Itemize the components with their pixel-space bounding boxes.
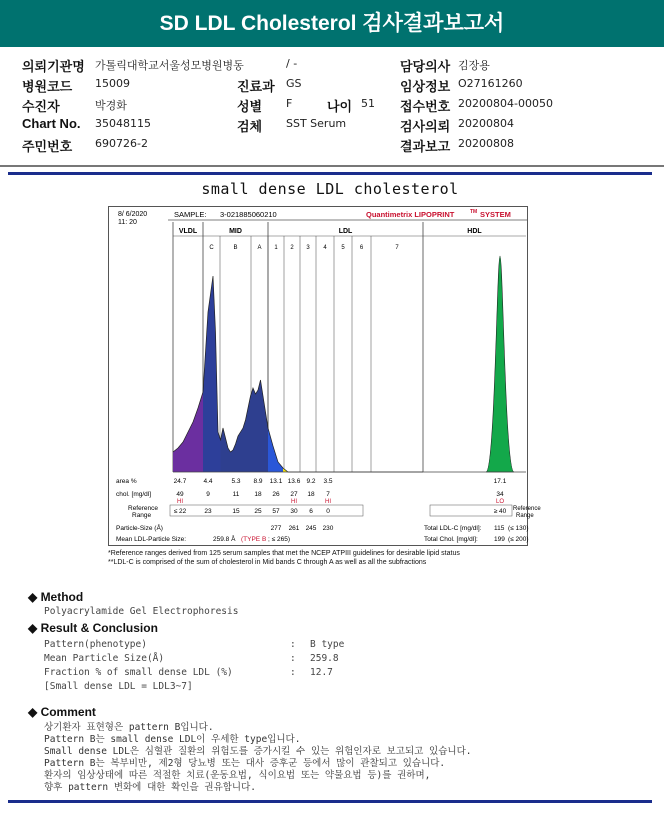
specimen-label: 검체 [237,119,263,134]
report-subtitle: small dense LDL cholesterol [201,180,459,198]
ref-value: ≤ 22 [173,508,187,515]
area-value: 3.5 [323,478,333,485]
top-divider [8,172,652,175]
area-value: 24.7 [173,478,187,485]
group-label-mid: MID [229,228,242,235]
chol-value: 18 [307,491,315,498]
specimen-value: SST Serum [286,117,347,130]
age-label: 나이 [327,99,353,114]
comment-line: Pattern B는 small dense LDL이 우세한 type입니다. [44,734,301,745]
result-value-size: 259.8 [310,653,339,664]
chart-border [109,207,528,546]
age-value: 51 [361,97,375,110]
system-tm: TM [470,209,478,215]
ref-value: 57 [272,508,280,515]
patient-value: 박경화 [95,99,127,112]
chol-value: 27 [290,491,298,498]
request-date-label: 검사의뢰 [400,119,451,134]
clinical-info-value: O27161260 [458,77,523,90]
method-text: Polyacrylamide Gel Electrophoresis [44,606,239,617]
diamond-icon: ◆ [28,590,41,604]
ref-right-label: Reference [513,506,541,512]
chol-value: 9 [206,491,210,498]
chart-no-value: 35048115 [95,117,151,130]
ref-value: 23 [204,508,212,515]
id-no-label: 주민번호 [22,139,73,154]
row-label-ps: Particle-Size (Å) [116,525,163,532]
mean-ref: ; ≤ 265) [268,536,290,543]
band-label: 5 [341,245,345,251]
sample-id: 3-021885060210 [220,210,277,219]
band-label: B [233,245,238,251]
group-label-ldl: LDL [338,228,353,235]
comment-line: Pattern B는 복부비만, 제2형 당뇨병 또는 대사 증후군 등에서 많이 관찰되고 있습니다. [44,758,446,769]
chol-value: 26 [272,491,280,498]
area-value: 8.9 [253,478,263,485]
diamond-icon: ◆ [28,621,41,635]
chol-value: 11 [232,491,240,498]
comment-line: 향후 pattern 변화에 대한 확인을 권유합니다. [44,782,257,793]
ref-value: ≥ 40 [493,508,507,515]
result-label-fraction: Fraction % of small dense LDL (%) [44,667,233,678]
result-note: [Small dense LDL = LDL3~7] [44,681,193,692]
chol-value: 18 [254,491,262,498]
total-chol-value: 199 [494,536,505,543]
area-value: 13.1 [269,478,283,485]
result-label-size: Mean Particle Size(Å) [44,653,165,664]
dept-label: 진료과 [237,79,275,94]
band-label: 2 [290,245,294,251]
chart-no-label: Chart No. [22,116,81,131]
report-title: SD LDL Cholesterol 검사결과보고서 [0,0,664,47]
group-label-vldl: VLDL [178,228,198,235]
sex-label: 성별 [237,99,263,114]
band-label: 3 [306,245,310,251]
comment-line: 환자의 임상상태에 따른 적절한 치료(운동요법, 식이요법 또는 약물요법 등)를 권하며, [44,770,431,781]
footnote-1: *Reference ranges derived from 125 serum samples that met the NCEP ATPIII guidelines for desirable lipid status [108,550,460,557]
curve-segment [253,388,256,472]
clinical-info-label: 임상정보 [400,79,451,94]
band-label: 4 [323,245,327,251]
particle-size-value: 261 [288,525,300,532]
area-value: 9.2 [306,478,316,485]
method-heading: ◆ Method [28,590,84,604]
system-suffix: SYSTEM [480,210,511,219]
particle-size-value: 230 [322,525,334,532]
id-no-value: 690726-2 [95,137,148,150]
total-chol-ref: (≤ 200) [508,536,529,543]
result-heading: ◆ Result & Conclusion [28,621,158,635]
row-label-ref: Reference [128,505,158,512]
dept-value: GS [286,77,302,90]
area-value: 13.6 [287,478,301,485]
area-value: 4.4 [203,478,213,485]
band-label: C [209,245,214,251]
report-date-value: 20200808 [458,137,514,150]
doctor-value: 김장용 [458,59,490,72]
receipt-no-label: 접수번호 [400,99,451,114]
chol-value: 49 [176,491,184,498]
result-value-pattern: B type [310,639,345,650]
row-label-mean: Mean LDL-Particle Size: [116,536,187,543]
band-label: 1 [274,245,278,251]
total-chol-label: Total Chol. [mg/dl]: [424,536,478,543]
row-label-ref: Range [132,512,152,519]
institution-value: 가톨릭대학교서울성모병원병동 [95,59,244,72]
group-label-hdl: HDL [467,228,482,235]
bottom-divider [8,800,652,803]
hi-lo-flag: HI [325,499,331,505]
sample-label: SAMPLE: [174,210,207,219]
doctor-label: 담당의사 [400,59,451,74]
band-label: A [257,245,262,251]
chol-value: 7 [326,491,330,498]
ward-value: / - [286,57,298,70]
chart-time: 11: 20 [118,219,137,226]
ref-value: 6 [309,508,313,515]
curve-segment [241,428,244,472]
band-label: 6 [359,245,364,251]
area-value: 17.1 [493,478,507,485]
chart-date: 8/ 6/2020 [118,211,148,218]
curve-segment [256,390,259,472]
total-ldl-label: Total LDL-C [mg/dl]: [424,525,482,532]
footnote-2: **LDL-C is comprised of the sum of cholesterol in Mid bands C through A as well as all the subfractions [108,559,427,566]
result-label-pattern: Pattern(phenotype) [44,639,147,650]
total-ldl-value: 115 [494,525,505,532]
row-label-area: area % [116,478,137,485]
sex-value: F [286,97,293,110]
hospital-code-label: 병원코드 [22,79,73,94]
curve-segment [258,380,261,472]
mean-size-value: 259.8 Å [213,536,236,543]
comment-heading: ◆ Comment [28,705,96,719]
total-ldl-ref: (≤ 130) [508,525,529,532]
hospital-code-value: 15009 [95,77,130,90]
patient-header [0,47,664,167]
ref-value: 25 [254,508,262,515]
ref-value: 15 [232,508,240,515]
receipt-no-value: 20200804-00050 [458,97,553,110]
particle-size-value: 277 [270,525,282,532]
ref-right-label: Range [516,513,534,519]
result-value-fraction: 12.7 [310,667,333,678]
ref-value: 0 [326,508,330,515]
curve-segment [238,432,241,472]
band-label: 7 [395,245,399,251]
row-label-chol: chol. [mg/dl] [116,491,152,498]
diamond-icon: ◆ [28,705,41,719]
curve-segment [231,450,234,472]
mean-type: (TYPE B [241,536,267,543]
area-value: 5.3 [231,478,241,485]
request-date-value: 20200804 [458,117,514,130]
hi-lo-flag: LO [495,499,505,505]
hi-lo-flag: HI [177,499,183,505]
comment-line: 상기환자 표현형은 pattern B입니다. [44,722,214,733]
system-name: Quantimetrix LIPOPRINT [366,210,455,219]
ref-value: 30 [290,508,298,515]
chol-value: 34 [496,491,504,498]
curve-segment [251,388,254,472]
patient-label: 수진자 [22,99,60,114]
report-date-label: 결과보고 [400,139,451,154]
institution-label: 의뢰기관명 [22,59,85,74]
hi-lo-flag: HI [291,499,297,505]
particle-size-value: 245 [305,525,317,532]
comment-line: Small dense LDL은 심혈관 질환의 위험도를 증가시킬 수 있는 위험인자로 보고되고 있습니다. [44,746,472,757]
lipoprint-chart [108,206,541,546]
